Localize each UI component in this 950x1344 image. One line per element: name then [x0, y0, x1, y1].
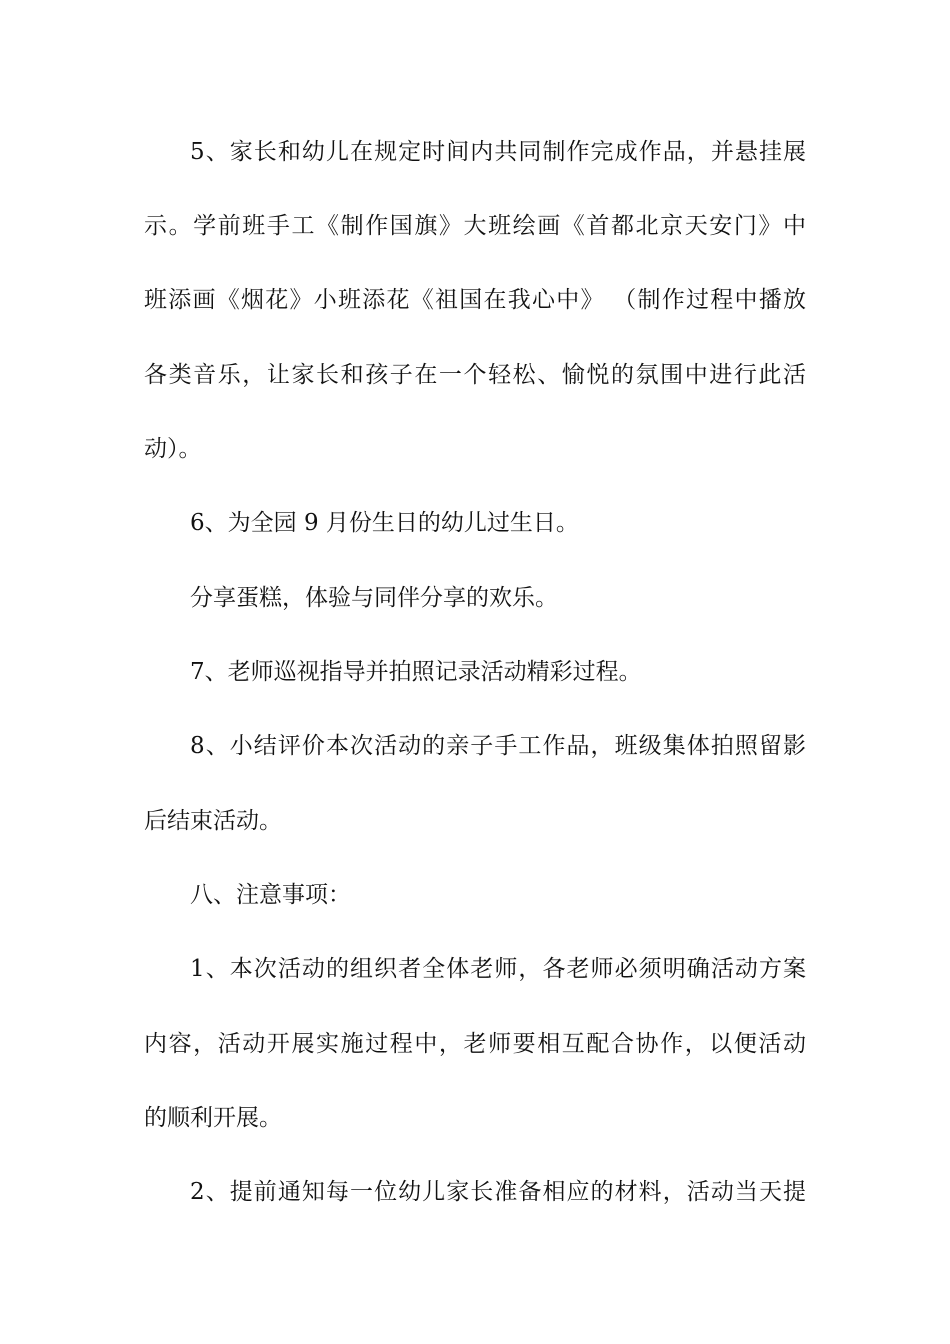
paragraph-line-item-6: 6、为全园 9 月份生日的幼儿过生日。 — [190, 510, 579, 536]
paragraph-line: 示。学前班手工《制作国旗》大班绘画《首都北京天安门》中 — [144, 213, 806, 239]
paragraph-line: 内容，活动开展实施过程中，老师要相互配合协作，以便活动 — [144, 1031, 806, 1057]
paragraph-line: 各类音乐，让家长和孩子在一个轻松、愉悦的氛围中进行此活 — [144, 362, 806, 388]
paragraph-line-item-7: 7、老师巡视指导并拍照记录活动精彩过程。 — [190, 659, 642, 685]
paragraph-line: 后结束活动。 — [144, 808, 282, 834]
paragraph-line: 动）。 — [144, 436, 202, 462]
section-heading: 八、注意事项： — [190, 882, 351, 908]
paragraph-line-item-2: 2、提前通知每一位幼儿家长准备相应的材料，活动当天提 — [190, 1179, 806, 1205]
paragraph-line: 班添画《烟花》小班添花《祖国在我心中》 （制作过程中播放 — [144, 287, 806, 313]
paragraph-line: 的顺利开展。 — [144, 1105, 282, 1131]
paragraph-line-item-8: 8、小结评价本次活动的亲子手工作品，班级集体拍照留影 — [190, 733, 806, 759]
paragraph-line-item-1: 1、本次活动的组织者全体老师，各老师必须明确活动方案 — [190, 956, 806, 982]
paragraph-line: 分享蛋糕，体验与同伴分享的欢乐。 — [190, 585, 558, 611]
paragraph-line-item-5: 5、家长和幼儿在规定时间内共同制作完成作品，并悬挂展 — [190, 139, 806, 165]
